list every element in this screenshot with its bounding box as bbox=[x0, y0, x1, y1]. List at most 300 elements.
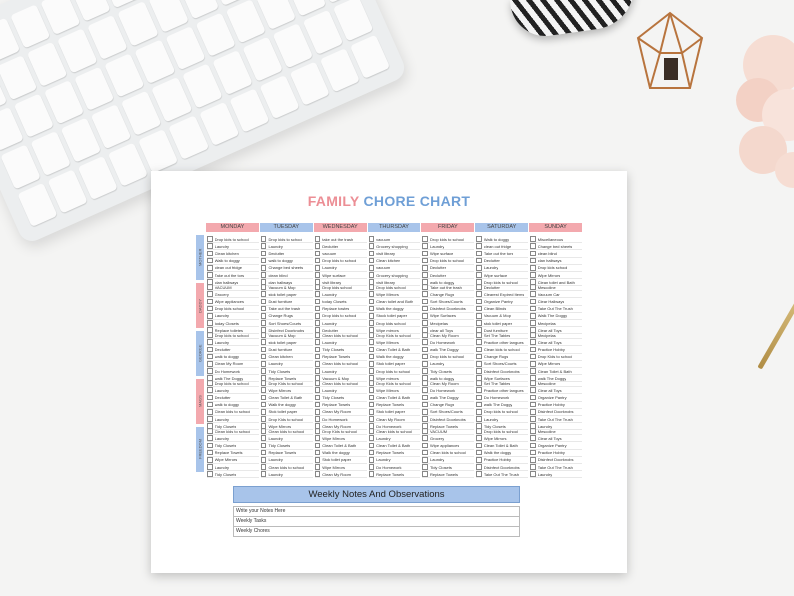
task-row bbox=[530, 265, 582, 272]
task-checkbox[interactable] bbox=[207, 409, 213, 415]
task-row bbox=[476, 284, 528, 291]
task-checkbox[interactable] bbox=[422, 428, 428, 434]
task-checkbox[interactable] bbox=[369, 428, 375, 434]
task-checkbox[interactable] bbox=[207, 435, 213, 441]
task-label: Laundry bbox=[322, 291, 337, 297]
task-checkbox[interactable] bbox=[261, 258, 267, 264]
task-row bbox=[207, 236, 259, 243]
task-label: Wipe Mirrors bbox=[376, 339, 399, 345]
task-checkbox[interactable] bbox=[369, 416, 375, 422]
task-checkbox[interactable] bbox=[422, 409, 428, 415]
task-checkbox[interactable] bbox=[261, 416, 267, 422]
task-checkbox[interactable] bbox=[422, 450, 428, 456]
task-row bbox=[530, 416, 582, 423]
task-checkbox[interactable] bbox=[207, 236, 213, 242]
task-checkbox[interactable] bbox=[422, 395, 428, 401]
task-checkbox[interactable] bbox=[261, 450, 267, 456]
task-checkbox[interactable] bbox=[422, 236, 428, 242]
task-checkbox[interactable] bbox=[315, 368, 321, 374]
task-checkbox[interactable] bbox=[530, 313, 536, 319]
task-checkbox[interactable] bbox=[261, 361, 267, 367]
task-checkbox[interactable] bbox=[530, 284, 536, 290]
task-label: Tidy Closets bbox=[322, 394, 345, 400]
task-checkbox[interactable] bbox=[207, 339, 213, 345]
task-label: Laundry bbox=[268, 435, 283, 441]
task-label: Drop kids to school bbox=[322, 313, 357, 319]
task-checkbox[interactable] bbox=[530, 464, 536, 470]
task-checkbox[interactable] bbox=[315, 354, 321, 360]
task-checkbox[interactable] bbox=[422, 258, 428, 264]
task-checkbox[interactable] bbox=[476, 402, 482, 408]
task-checkbox[interactable] bbox=[261, 251, 267, 257]
task-checkbox[interactable] bbox=[207, 402, 213, 408]
task-label: Wipe Mirrors bbox=[268, 387, 292, 393]
task-label: Grocery shopping bbox=[376, 243, 408, 249]
task-checkbox[interactable] bbox=[476, 339, 482, 345]
task-checkbox[interactable] bbox=[369, 380, 375, 386]
task-checkbox[interactable] bbox=[315, 402, 321, 408]
task-checkbox[interactable] bbox=[530, 428, 536, 434]
task-checkbox[interactable] bbox=[422, 464, 428, 470]
task-row bbox=[315, 339, 367, 346]
task-label: Drop kids to school bbox=[430, 258, 465, 264]
task-checkbox[interactable] bbox=[369, 243, 375, 249]
task-checkbox[interactable] bbox=[422, 243, 428, 249]
task-label: walk to doggy bbox=[430, 279, 455, 285]
task-checkbox[interactable] bbox=[530, 361, 536, 367]
task-checkbox[interactable] bbox=[369, 332, 375, 338]
task-checkbox[interactable] bbox=[530, 258, 536, 264]
notes-row[interactable]: Weekly Chores bbox=[233, 527, 520, 537]
task-label: Drop Kids to school bbox=[376, 332, 411, 338]
task-label: Do Homework bbox=[322, 416, 348, 422]
task-checkbox[interactable] bbox=[530, 416, 536, 422]
task-label: Tidy Closets bbox=[322, 346, 345, 352]
task-checkbox[interactable] bbox=[530, 471, 536, 477]
task-checkbox[interactable] bbox=[530, 347, 536, 353]
task-checkbox[interactable] bbox=[422, 284, 428, 290]
task-label: Disinfect Doorknobs bbox=[483, 464, 520, 470]
task-checkbox[interactable] bbox=[261, 265, 267, 271]
task-checkbox[interactable] bbox=[369, 464, 375, 470]
task-checkbox[interactable] bbox=[315, 464, 321, 470]
task-checkbox[interactable] bbox=[476, 265, 482, 271]
task-label: Clear all Toys bbox=[537, 327, 562, 333]
task-checkbox[interactable] bbox=[422, 380, 428, 386]
task-checkbox[interactable] bbox=[315, 435, 321, 441]
task-checkbox[interactable] bbox=[315, 471, 321, 477]
task-checkbox[interactable] bbox=[476, 354, 482, 360]
day-header-row bbox=[206, 223, 583, 232]
task-checkbox[interactable] bbox=[530, 402, 536, 408]
task-checkbox[interactable] bbox=[369, 265, 375, 271]
task-checkbox[interactable] bbox=[476, 243, 482, 249]
task-label: Drop kids to school bbox=[214, 236, 249, 242]
task-checkbox[interactable] bbox=[261, 313, 267, 319]
task-row bbox=[369, 435, 421, 442]
task-checkbox[interactable] bbox=[261, 354, 267, 360]
task-checkbox[interactable] bbox=[315, 395, 321, 401]
task-checkbox[interactable] bbox=[261, 243, 267, 249]
task-checkbox[interactable] bbox=[422, 291, 428, 297]
task-checkbox[interactable] bbox=[369, 299, 375, 305]
task-checkbox[interactable] bbox=[207, 395, 213, 401]
task-row bbox=[476, 346, 528, 353]
task-label: Laundry bbox=[214, 464, 230, 470]
task-checkbox[interactable] bbox=[369, 306, 375, 312]
task-checkbox[interactable] bbox=[315, 457, 321, 463]
task-label: Dust furniture bbox=[268, 298, 293, 304]
task-checkbox[interactable] bbox=[207, 354, 213, 360]
task-checkbox[interactable] bbox=[315, 361, 321, 367]
task-label: walk The Doggy bbox=[214, 375, 244, 381]
task-checkbox[interactable] bbox=[261, 471, 267, 477]
task-checkbox[interactable] bbox=[261, 457, 267, 463]
task-checkbox[interactable] bbox=[207, 284, 213, 290]
task-label: Clean My Room bbox=[322, 409, 351, 415]
task-checkbox[interactable] bbox=[315, 450, 321, 456]
task-label: Drop kids to school bbox=[483, 279, 518, 285]
task-checkbox[interactable] bbox=[530, 435, 536, 441]
task-checkbox[interactable] bbox=[476, 450, 482, 456]
task-checkbox[interactable] bbox=[369, 395, 375, 401]
task-checkbox[interactable] bbox=[369, 471, 375, 477]
task-checkbox[interactable] bbox=[422, 471, 428, 477]
task-checkbox[interactable] bbox=[476, 347, 482, 353]
task-checkbox[interactable] bbox=[476, 320, 482, 326]
task-label: Clean kids to school bbox=[322, 361, 359, 367]
task-checkbox[interactable] bbox=[530, 291, 536, 297]
task-checkbox[interactable] bbox=[476, 361, 482, 367]
task-checkbox[interactable] bbox=[530, 395, 536, 401]
task-checkbox[interactable] bbox=[369, 251, 375, 257]
task-checkbox[interactable] bbox=[530, 387, 536, 393]
task-checkbox[interactable] bbox=[207, 306, 213, 312]
task-checkbox[interactable] bbox=[369, 435, 375, 441]
task-checkbox[interactable] bbox=[369, 368, 375, 374]
task-checkbox[interactable] bbox=[315, 416, 321, 422]
task-checkbox[interactable] bbox=[422, 306, 428, 312]
task-row bbox=[422, 457, 474, 464]
task-checkbox[interactable] bbox=[476, 284, 482, 290]
task-checkbox[interactable] bbox=[422, 416, 428, 422]
task-checkbox[interactable] bbox=[530, 354, 536, 360]
task-checkbox[interactable] bbox=[261, 236, 267, 242]
task-checkbox[interactable] bbox=[207, 443, 213, 449]
task-checkbox[interactable] bbox=[261, 339, 267, 345]
task-checkbox[interactable] bbox=[369, 443, 375, 449]
task-checkbox[interactable] bbox=[261, 291, 267, 297]
task-checkbox[interactable] bbox=[261, 299, 267, 305]
task-checkbox[interactable] bbox=[422, 339, 428, 345]
task-checkbox[interactable] bbox=[207, 347, 213, 353]
task-checkbox[interactable] bbox=[207, 291, 213, 297]
task-checkbox[interactable] bbox=[422, 361, 428, 367]
task-checkbox[interactable] bbox=[261, 272, 267, 278]
task-checkbox[interactable] bbox=[261, 320, 267, 326]
task-checkbox[interactable] bbox=[422, 402, 428, 408]
task-checkbox[interactable] bbox=[422, 354, 428, 360]
task-checkbox[interactable] bbox=[207, 368, 213, 374]
task-checkbox[interactable] bbox=[261, 395, 267, 401]
task-checkbox[interactable] bbox=[530, 443, 536, 449]
task-checkbox[interactable] bbox=[369, 409, 375, 415]
task-checkbox[interactable] bbox=[422, 251, 428, 257]
task-row bbox=[422, 265, 474, 272]
task-label: Clean Toilet & Bath bbox=[537, 368, 572, 374]
task-checkbox[interactable] bbox=[369, 339, 375, 345]
task-checkbox[interactable] bbox=[207, 272, 213, 278]
task-row bbox=[422, 243, 474, 250]
task-checkbox[interactable] bbox=[261, 368, 267, 374]
task-checkbox[interactable] bbox=[422, 457, 428, 463]
task-checkbox[interactable] bbox=[369, 361, 375, 367]
task-checkbox[interactable] bbox=[422, 443, 428, 449]
task-checkbox[interactable] bbox=[315, 380, 321, 386]
task-checkbox[interactable] bbox=[315, 265, 321, 271]
task-checkbox[interactable] bbox=[261, 443, 267, 449]
task-checkbox[interactable] bbox=[369, 457, 375, 463]
task-checkbox[interactable] bbox=[261, 306, 267, 312]
task-checkbox[interactable] bbox=[476, 236, 482, 242]
task-label: Disinfect Doorknobs bbox=[268, 327, 305, 333]
task-checkbox[interactable] bbox=[476, 306, 482, 312]
task-row bbox=[476, 306, 528, 313]
task-label: Wipe Mirrors bbox=[268, 423, 292, 429]
task-label: Replace toiletes bbox=[214, 327, 244, 333]
task-checkbox[interactable] bbox=[207, 457, 213, 463]
task-checkbox[interactable] bbox=[315, 284, 321, 290]
task-checkbox[interactable] bbox=[207, 380, 213, 386]
task-checkbox[interactable] bbox=[422, 387, 428, 393]
task-checkbox[interactable] bbox=[315, 409, 321, 415]
task-checkbox[interactable] bbox=[422, 313, 428, 319]
task-checkbox[interactable] bbox=[207, 361, 213, 367]
task-checkbox[interactable] bbox=[369, 347, 375, 353]
notes-row[interactable]: Write your Notes Here bbox=[233, 506, 520, 517]
task-checkbox[interactable] bbox=[530, 251, 536, 257]
task-checkbox[interactable] bbox=[422, 299, 428, 305]
task-checkbox[interactable] bbox=[369, 272, 375, 278]
task-checkbox[interactable] bbox=[530, 457, 536, 463]
task-checkbox[interactable] bbox=[315, 320, 321, 326]
task-row bbox=[530, 313, 582, 320]
task-row bbox=[530, 442, 582, 449]
task-checkbox[interactable] bbox=[207, 416, 213, 422]
task-checkbox[interactable] bbox=[476, 387, 482, 393]
day-header-sunday: SUNDAY bbox=[529, 223, 583, 232]
task-checkbox[interactable] bbox=[315, 313, 321, 319]
task-checkbox[interactable] bbox=[369, 284, 375, 290]
task-checkbox[interactable] bbox=[476, 435, 482, 441]
task-row bbox=[476, 464, 528, 471]
task-label: Drop kids to school bbox=[322, 258, 357, 264]
task-checkbox[interactable] bbox=[207, 313, 213, 319]
task-checkbox[interactable] bbox=[261, 284, 267, 290]
task-label: VACUUM bbox=[214, 284, 232, 290]
task-checkbox[interactable] bbox=[207, 428, 213, 434]
task-checkbox[interactable] bbox=[207, 387, 213, 393]
task-checkbox[interactable] bbox=[476, 258, 482, 264]
task-checkbox[interactable] bbox=[422, 265, 428, 271]
task-row bbox=[530, 402, 582, 409]
notes-row[interactable]: Weekly Tasks bbox=[233, 517, 520, 527]
gold-pen-image bbox=[757, 280, 794, 369]
task-checkbox[interactable] bbox=[207, 320, 213, 326]
task-checkbox[interactable] bbox=[207, 265, 213, 271]
task-row bbox=[369, 250, 421, 257]
task-checkbox[interactable] bbox=[261, 387, 267, 393]
task-checkbox[interactable] bbox=[530, 265, 536, 271]
task-row bbox=[369, 265, 421, 272]
task-checkbox[interactable] bbox=[476, 428, 482, 434]
task-checkbox[interactable] bbox=[476, 368, 482, 374]
task-checkbox[interactable] bbox=[530, 368, 536, 374]
task-checkbox[interactable] bbox=[315, 236, 321, 242]
task-checkbox[interactable] bbox=[369, 320, 375, 326]
task-checkbox[interactable] bbox=[315, 243, 321, 249]
task-checkbox[interactable] bbox=[530, 339, 536, 345]
task-row bbox=[261, 416, 313, 423]
task-checkbox[interactable] bbox=[476, 471, 482, 477]
task-checkbox[interactable] bbox=[261, 347, 267, 353]
task-checkbox[interactable] bbox=[476, 380, 482, 386]
task-checkbox[interactable] bbox=[315, 291, 321, 297]
task-checkbox[interactable] bbox=[422, 320, 428, 326]
task-checkbox[interactable] bbox=[476, 457, 482, 463]
task-checkbox[interactable] bbox=[476, 409, 482, 415]
task-checkbox[interactable] bbox=[315, 272, 321, 278]
task-checkbox[interactable] bbox=[315, 347, 321, 353]
task-label: Clear all Toys bbox=[537, 339, 562, 345]
task-label: walk to doggy bbox=[268, 258, 293, 264]
task-label: Tidy Closets bbox=[214, 423, 237, 429]
task-checkbox[interactable] bbox=[207, 332, 213, 338]
task-label: Wipe surface bbox=[430, 250, 454, 256]
task-label: Take Out The Trush bbox=[537, 306, 573, 312]
task-checkbox[interactable] bbox=[369, 450, 375, 456]
task-checkbox[interactable] bbox=[369, 387, 375, 393]
task-checkbox[interactable] bbox=[530, 320, 536, 326]
task-checkbox[interactable] bbox=[530, 450, 536, 456]
task-checkbox[interactable] bbox=[207, 251, 213, 257]
task-checkbox[interactable] bbox=[422, 368, 428, 374]
task-checkbox[interactable] bbox=[207, 299, 213, 305]
task-checkbox[interactable] bbox=[530, 306, 536, 312]
task-checkbox[interactable] bbox=[369, 291, 375, 297]
task-checkbox[interactable] bbox=[476, 313, 482, 319]
day-column bbox=[475, 331, 529, 382]
task-checkbox[interactable] bbox=[530, 380, 536, 386]
task-checkbox[interactable] bbox=[476, 395, 482, 401]
task-label: take out the trash bbox=[322, 236, 354, 242]
task-row bbox=[369, 361, 421, 368]
task-row bbox=[207, 265, 259, 272]
task-label: Clean kids to school bbox=[483, 346, 520, 352]
task-row bbox=[369, 284, 421, 291]
task-checkbox[interactable] bbox=[476, 443, 482, 449]
task-label: Laundry bbox=[214, 243, 230, 249]
task-label: Laundry bbox=[214, 313, 230, 319]
task-label: Declutter bbox=[322, 243, 339, 249]
task-checkbox[interactable] bbox=[261, 409, 267, 415]
task-checkbox[interactable] bbox=[369, 313, 375, 319]
task-checkbox[interactable] bbox=[207, 471, 213, 477]
task-row bbox=[261, 320, 313, 327]
task-checkbox[interactable] bbox=[530, 272, 536, 278]
task-label: Practice Hobby bbox=[537, 450, 565, 456]
task-checkbox[interactable] bbox=[261, 464, 267, 470]
task-checkbox[interactable] bbox=[315, 332, 321, 338]
task-row bbox=[207, 428, 259, 435]
task-checkbox[interactable] bbox=[476, 299, 482, 305]
task-checkbox[interactable] bbox=[530, 243, 536, 249]
task-label: Mecipelas bbox=[537, 332, 556, 338]
task-checkbox[interactable] bbox=[207, 258, 213, 264]
task-checkbox[interactable] bbox=[476, 272, 482, 278]
task-checkbox[interactable] bbox=[476, 251, 482, 257]
task-checkbox[interactable] bbox=[530, 332, 536, 338]
task-checkbox[interactable] bbox=[261, 380, 267, 386]
task-label: Walk the doggy bbox=[376, 306, 404, 312]
task-checkbox[interactable] bbox=[476, 416, 482, 422]
task-checkbox[interactable] bbox=[530, 409, 536, 415]
task-checkbox[interactable] bbox=[315, 443, 321, 449]
task-row bbox=[476, 320, 528, 327]
task-label: Drop kids school bbox=[214, 306, 245, 312]
task-label: Take Out The Trush bbox=[537, 464, 573, 470]
task-checkbox[interactable] bbox=[530, 236, 536, 242]
task-checkbox[interactable] bbox=[476, 464, 482, 470]
task-checkbox[interactable] bbox=[315, 299, 321, 305]
task-checkbox[interactable] bbox=[422, 272, 428, 278]
task-label: Wipe Mirrors bbox=[376, 291, 399, 297]
zebra-dish-image bbox=[510, 0, 640, 40]
task-checkbox[interactable] bbox=[261, 428, 267, 434]
task-checkbox[interactable] bbox=[315, 306, 321, 312]
day-column bbox=[475, 235, 529, 286]
task-checkbox[interactable] bbox=[476, 332, 482, 338]
task-checkbox[interactable] bbox=[315, 387, 321, 393]
task-checkbox[interactable] bbox=[422, 332, 428, 338]
task-checkbox[interactable] bbox=[369, 258, 375, 264]
task-checkbox[interactable] bbox=[207, 450, 213, 456]
task-checkbox[interactable] bbox=[315, 258, 321, 264]
task-checkbox[interactable] bbox=[369, 354, 375, 360]
task-label: Declutter bbox=[214, 346, 231, 352]
task-checkbox[interactable] bbox=[315, 428, 321, 434]
task-checkbox[interactable] bbox=[261, 402, 267, 408]
task-checkbox[interactable] bbox=[369, 402, 375, 408]
task-checkbox[interactable] bbox=[261, 332, 267, 338]
task-row bbox=[422, 409, 474, 416]
task-checkbox[interactable] bbox=[530, 299, 536, 305]
task-checkbox[interactable] bbox=[207, 243, 213, 249]
task-row bbox=[315, 284, 367, 291]
task-checkbox[interactable] bbox=[422, 347, 428, 353]
task-label: Drop kids school bbox=[376, 320, 406, 326]
task-checkbox[interactable] bbox=[315, 251, 321, 257]
task-checkbox[interactable] bbox=[369, 236, 375, 242]
task-checkbox[interactable] bbox=[207, 464, 213, 470]
notes-header: Weekly Notes And Observations bbox=[233, 486, 520, 503]
task-checkbox[interactable] bbox=[422, 435, 428, 441]
task-label: Stok toilet paper bbox=[376, 361, 406, 367]
member-block-freedom bbox=[196, 427, 583, 477]
task-checkbox[interactable] bbox=[476, 291, 482, 297]
task-checkbox[interactable] bbox=[315, 339, 321, 345]
task-checkbox[interactable] bbox=[261, 435, 267, 441]
